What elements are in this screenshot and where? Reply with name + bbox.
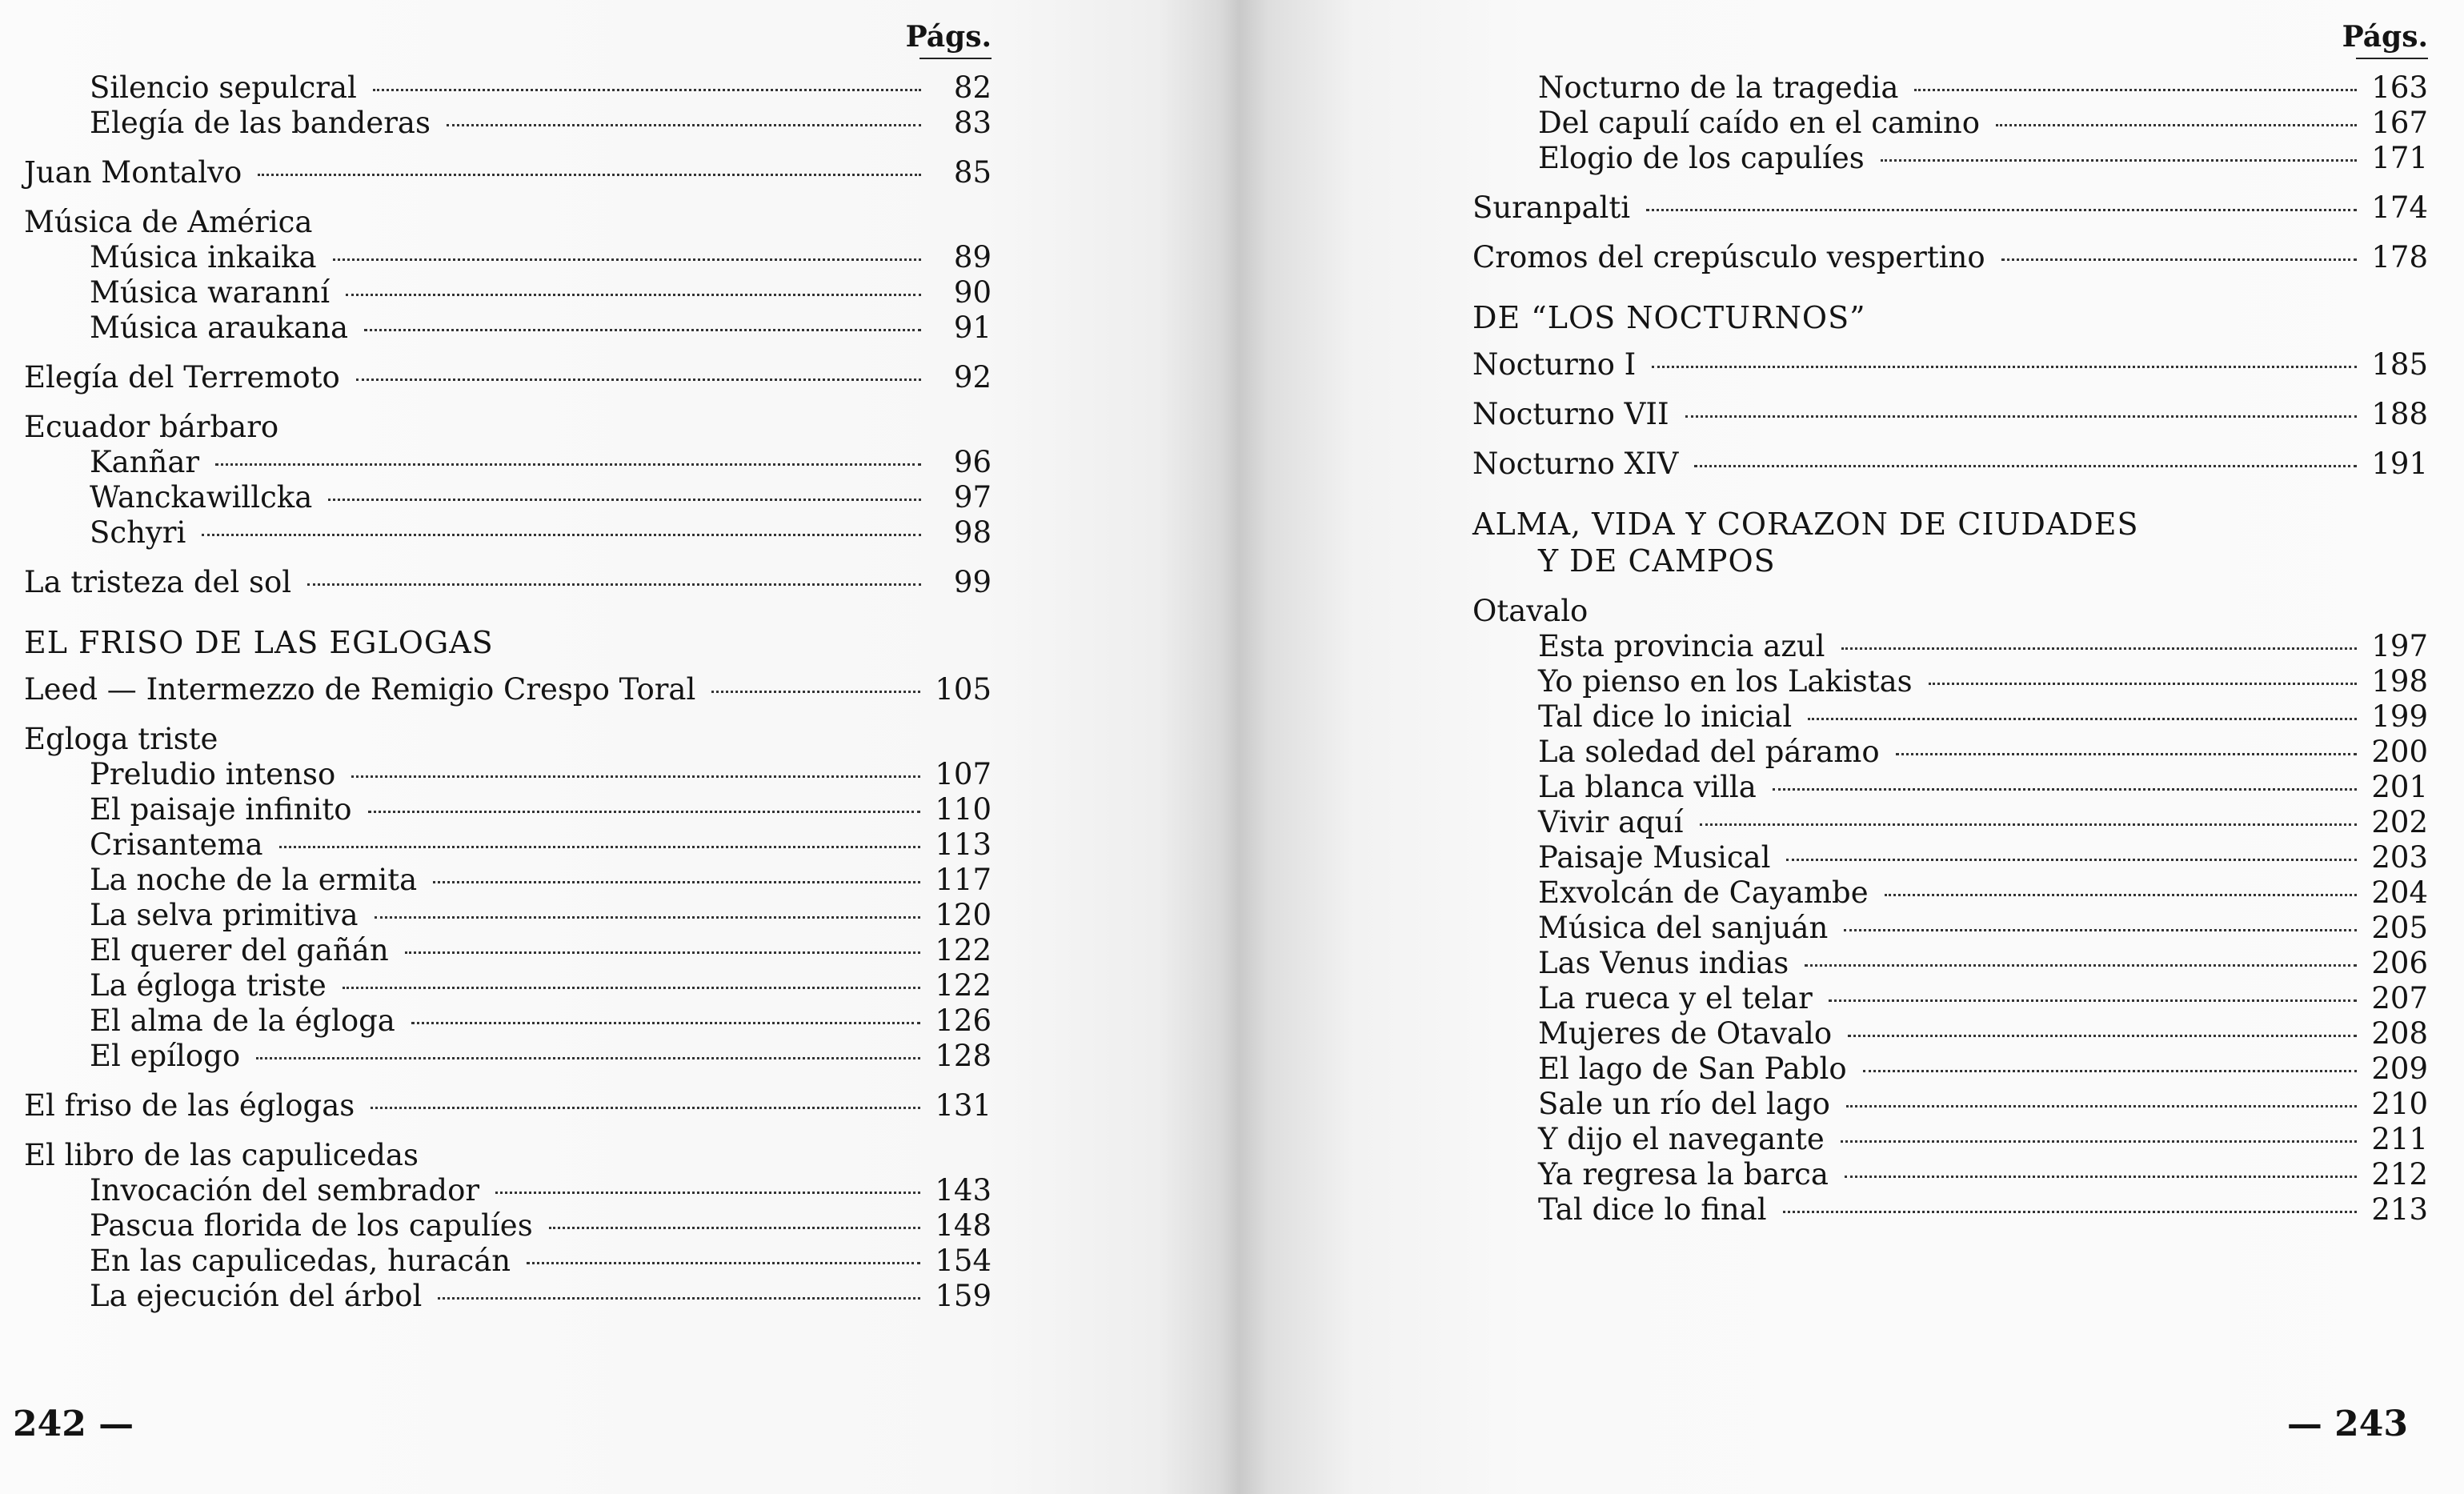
toc-entry <box>1472 629 2428 664</box>
toc-entry-page: 83 <box>953 106 992 140</box>
toc-entry-title: El alma de la égloga <box>90 1003 395 1038</box>
toc-entry-title: Schyri <box>90 515 186 550</box>
dot-leader <box>1896 753 2358 755</box>
dot-leader <box>1786 859 2357 861</box>
dot-leader <box>333 258 921 261</box>
toc-entry <box>1472 70 2428 106</box>
toc-entry-page: 110 <box>935 792 992 827</box>
toc-entry-title: Música del sanjuán <box>1538 911 1829 945</box>
toc-entry <box>24 515 992 551</box>
dot-leader <box>711 691 920 693</box>
toc-entry <box>24 565 992 600</box>
header-rule <box>919 58 992 59</box>
toc-entry-title: La tristeza del sol <box>24 565 292 599</box>
toc-entry <box>24 827 992 863</box>
page-number-footer: — 243 <box>2286 1404 2408 1444</box>
toc-entry <box>1472 397 2428 432</box>
toc-entry-title: Paisaje Musical <box>1538 840 1771 875</box>
toc-entry-title: La soledad del páramo <box>1538 735 1880 769</box>
toc-entry-page: 143 <box>935 1173 992 1208</box>
dot-leader <box>1996 124 2357 126</box>
dot-leader <box>375 916 921 919</box>
toc-entry-page: 212 <box>2371 1157 2428 1192</box>
toc-entry <box>1472 190 2428 226</box>
toc-entry-page: 200 <box>2371 735 2428 769</box>
toc-entry <box>1472 805 2428 840</box>
toc-section-heading <box>24 624 992 661</box>
toc-entry <box>1472 735 2428 770</box>
dot-leader <box>1929 683 2358 685</box>
toc-entry-title: Música inkaika <box>90 240 317 274</box>
toc-entry-title: La ejecución del árbol <box>90 1279 423 1313</box>
toc-entry-page: 205 <box>2371 911 2428 945</box>
toc-entry-title: El epílogo <box>90 1039 241 1073</box>
dot-leader <box>1841 1140 2358 1143</box>
header-rule <box>2356 58 2428 59</box>
toc-entry-page: 126 <box>935 1003 992 1038</box>
toc-entry-page: 185 <box>2371 347 2428 382</box>
dot-leader <box>1845 1176 2357 1178</box>
toc-entry <box>1472 1087 2428 1122</box>
toc-entry <box>1472 981 2428 1016</box>
toc-entry-page: 91 <box>953 310 992 345</box>
toc-entry <box>24 968 992 1003</box>
toc-entry-title: Suranpalti <box>1472 190 1631 225</box>
toc-entry <box>24 360 992 395</box>
toc-entry-page: 191 <box>2371 447 2428 481</box>
toc-entry-page: 167 <box>2371 106 2428 140</box>
toc-entry <box>1472 106 2428 141</box>
toc-entry-title: El lago de San Pablo <box>1538 1051 1847 1086</box>
dot-leader <box>438 1297 920 1300</box>
toc-entry <box>24 275 992 310</box>
dot-leader <box>1685 415 2358 418</box>
toc-entry <box>1472 875 2428 911</box>
dot-leader <box>1783 1211 2358 1213</box>
dot-leader <box>364 329 921 331</box>
section-heading-line: ALMA, VIDA Y CORAZON DE CIUDADES <box>1472 507 2139 542</box>
dot-leader <box>1652 366 2357 368</box>
dot-leader <box>343 987 921 989</box>
section-heading-line: Y DE CAMPOS <box>1538 543 1776 579</box>
dot-leader <box>256 1057 920 1059</box>
toc-entry <box>24 1208 992 1244</box>
toc-entry <box>24 480 992 515</box>
toc-group-heading: Música de América <box>24 205 313 239</box>
toc-entry <box>24 310 992 346</box>
toc-list <box>24 70 992 1314</box>
toc-entry-title: Yo pienso en los Lakistas <box>1538 664 1913 699</box>
toc-entry-page: 131 <box>935 1088 992 1123</box>
pages-column-header: Págs. <box>2342 20 2428 54</box>
toc-entry-title: Invocación del sembrador <box>90 1173 480 1208</box>
toc-entry-page: 211 <box>2371 1122 2428 1156</box>
toc-entry-page: 92 <box>953 360 992 395</box>
toc-entry-page: 89 <box>953 240 992 274</box>
dot-leader <box>1846 1105 2357 1107</box>
toc-entry-title: Crisantema <box>90 827 263 862</box>
toc-entry-title: La blanca villa <box>1538 770 1757 804</box>
toc-entry <box>24 155 992 190</box>
dot-leader <box>351 775 920 778</box>
pages-column-header: Págs. <box>905 20 992 54</box>
toc-entry <box>24 1244 992 1279</box>
toc-entry-page: 120 <box>935 898 992 932</box>
toc-entry <box>1472 141 2428 176</box>
toc-entry-page: 174 <box>2371 190 2428 225</box>
toc-entry <box>1472 240 2428 275</box>
toc-entry-title: El querer del gañán <box>90 933 389 967</box>
toc-section-heading <box>1472 299 2428 336</box>
toc-entry <box>1472 1122 2428 1157</box>
toc-entry-title: Elogio de los capulíes <box>1538 141 1865 175</box>
toc-entry-page: 206 <box>2371 946 2428 980</box>
toc-entry <box>1472 946 2428 981</box>
dot-leader <box>527 1262 920 1264</box>
dot-leader <box>549 1227 921 1229</box>
toc-entry-title: Wanckawillcka <box>90 480 313 515</box>
toc-entry-title: Tal dice lo final <box>1538 1192 1767 1227</box>
toc-group-heading: El libro de las capulicedas <box>24 1138 419 1172</box>
dot-leader <box>1863 1070 2358 1072</box>
toc-entry-page: 208 <box>2371 1016 2428 1051</box>
toc-entry-page: 199 <box>2371 699 2428 734</box>
toc-entry-title: Preludio intenso <box>90 757 336 791</box>
dot-leader <box>1885 894 2358 896</box>
toc-entry-title: En las capulicedas, huracán <box>90 1244 511 1278</box>
toc-entry <box>24 898 992 933</box>
section-heading-line: DE “LOS NOCTURNOS” <box>1472 300 1866 335</box>
toc-entry <box>24 1173 992 1208</box>
toc-entry-title: La rueca y el telar <box>1538 981 1813 1015</box>
toc-entry <box>1472 1192 2428 1228</box>
toc-entry-title: El paisaje infinito <box>90 792 352 827</box>
toc-entry-title: Esta provincia azul <box>1538 629 1825 663</box>
toc-entry <box>24 70 992 106</box>
toc-entry-page: 188 <box>2371 397 2428 431</box>
dot-leader <box>1829 999 2358 1002</box>
toc-entry <box>24 445 992 480</box>
dot-leader <box>433 881 920 883</box>
toc-entry-title: Vivir aquí <box>1538 805 1684 839</box>
dot-leader <box>215 463 921 466</box>
toc-entry <box>24 240 992 275</box>
toc-entry-title: Ya regresa la barca <box>1538 1157 1829 1192</box>
toc-group-heading: Otavalo <box>1472 594 1589 628</box>
toc-entry-title: Las Venus indias <box>1538 946 1789 980</box>
toc-entry <box>24 106 992 141</box>
toc-list <box>1472 70 2428 1228</box>
toc-entry-title: Música araukana <box>90 310 349 345</box>
right-page <box>1232 0 2464 1494</box>
dot-leader <box>1914 89 2357 91</box>
toc-entry <box>1472 447 2428 482</box>
toc-entry <box>1472 1016 2428 1051</box>
toc-entry <box>1472 1051 2428 1087</box>
dot-leader <box>1646 209 2357 211</box>
toc-entry <box>1472 840 2428 875</box>
toc-entry-page: 148 <box>935 1208 992 1243</box>
toc-entry-page: 207 <box>2371 981 2428 1015</box>
dot-leader <box>1848 1035 2357 1037</box>
toc-entry-title: La selva primitiva <box>90 898 359 932</box>
dot-leader <box>1844 929 2357 931</box>
toc-entry <box>24 933 992 968</box>
dot-leader <box>1808 718 2357 720</box>
toc-entry-title: Música waranní <box>90 275 331 310</box>
toc-entry-title: Nocturno de la tragedia <box>1538 70 1899 105</box>
toc-entry <box>1472 911 2428 946</box>
section-heading-line: EL FRISO DE LAS EGLOGAS <box>24 625 494 660</box>
toc-entry-title: Y dijo el navegante <box>1538 1122 1825 1156</box>
toc-entry-title: Pascua florida de los capulíes <box>90 1208 533 1243</box>
toc-entry-page: 99 <box>953 565 992 599</box>
toc-entry <box>24 1279 992 1314</box>
page-number-footer: 242 — <box>13 1404 134 1444</box>
dot-leader <box>1773 788 2358 791</box>
dot-leader <box>447 124 921 126</box>
dot-leader <box>411 1022 921 1024</box>
toc-section-heading <box>1472 506 2428 579</box>
toc-entry-title: El friso de las églogas <box>24 1088 355 1123</box>
toc-entry <box>24 757 992 792</box>
toc-entry-page: 107 <box>935 757 992 791</box>
toc-entry-title: La égloga triste <box>90 968 327 1003</box>
toc-entry <box>24 792 992 827</box>
dot-leader <box>346 294 921 296</box>
toc-entry-title: Juan Montalvo <box>24 155 242 190</box>
toc-entry-page: 154 <box>935 1244 992 1278</box>
dot-leader <box>307 583 921 586</box>
toc-entry-title: Nocturno VII <box>1472 397 1669 431</box>
toc-entry <box>24 1003 992 1039</box>
dot-leader <box>405 951 921 954</box>
toc-entry-page: 105 <box>935 672 992 707</box>
toc-entry-page: 96 <box>953 445 992 479</box>
toc-group-heading: Ecuador bárbaro <box>24 410 279 444</box>
toc-entry <box>24 863 992 898</box>
dot-leader <box>279 846 921 848</box>
toc-entry-title: Del capulí caído en el camino <box>1538 106 1981 140</box>
toc-entry <box>24 1088 992 1124</box>
toc-entry-title: Kanñar <box>90 445 200 479</box>
toc-entry <box>24 1039 992 1074</box>
dot-leader <box>258 174 921 176</box>
toc-entry-title: Exvolcán de Cayambe <box>1538 875 1869 910</box>
toc-entry-page: 201 <box>2371 770 2428 804</box>
toc-entry-title: Leed — Intermezzo de Remigio Crespo Toral <box>24 672 696 707</box>
toc-entry <box>1472 1157 2428 1192</box>
toc-entry-page: 113 <box>935 827 992 862</box>
toc-entry-page: 117 <box>935 863 992 897</box>
toc-entry <box>24 672 992 707</box>
toc-entry <box>1472 699 2428 735</box>
dot-leader <box>1805 964 2357 967</box>
dot-leader <box>1700 823 2358 826</box>
toc-entry-title: Sale un río del lago <box>1538 1087 1830 1121</box>
dot-leader <box>2001 258 2358 261</box>
toc-entry-page: 209 <box>2371 1051 2428 1086</box>
toc-entry-page: 204 <box>2371 875 2428 910</box>
toc-entry-title: Nocturno I <box>1472 347 1637 382</box>
toc-entry-page: 82 <box>953 70 992 105</box>
toc-entry-page: 128 <box>935 1039 992 1073</box>
dot-leader <box>1694 465 2357 467</box>
toc-entry-page: 213 <box>2371 1192 2428 1227</box>
dot-leader <box>202 534 921 536</box>
dot-leader <box>373 89 921 91</box>
toc-entry-title: La noche de la ermita <box>90 863 418 897</box>
toc-entry-page: 122 <box>935 968 992 1003</box>
toc-entry-page: 85 <box>953 155 992 190</box>
toc-entry-page: 122 <box>935 933 992 967</box>
toc-entry-page: 210 <box>2371 1087 2428 1121</box>
toc-entry-page: 171 <box>2371 141 2428 175</box>
toc-entry <box>1472 347 2428 383</box>
toc-entry-title: Mujeres de Otavalo <box>1538 1016 1833 1051</box>
toc-entry-page: 178 <box>2371 240 2428 274</box>
dot-leader <box>1881 159 2358 162</box>
toc-entry-page: 202 <box>2371 805 2428 839</box>
toc-entry-title: Tal dice lo inicial <box>1538 699 1793 734</box>
toc-entry-title: Nocturno XIV <box>1472 447 1679 481</box>
dot-leader <box>495 1192 920 1194</box>
toc-entry-page: 97 <box>953 480 992 515</box>
toc-entry <box>1472 664 2428 699</box>
toc-entry-title: Elegía del Terremoto <box>24 360 340 395</box>
dot-leader <box>1841 647 2358 650</box>
toc-entry-page: 98 <box>953 515 992 550</box>
toc-entry-page: 90 <box>953 275 992 310</box>
dot-leader <box>368 811 921 813</box>
toc-entry <box>1472 770 2428 805</box>
dot-leader <box>371 1107 920 1109</box>
toc-entry-page: 203 <box>2371 840 2428 875</box>
toc-entry-page: 163 <box>2371 70 2428 105</box>
dot-leader <box>356 379 921 381</box>
toc-entry-title: Elegía de las banderas <box>90 106 431 140</box>
toc-group-heading: Egloga triste <box>24 722 218 756</box>
toc-entry-page: 159 <box>935 1279 992 1313</box>
toc-entry-title: Cromos del crepúsculo vespertino <box>1472 240 1985 274</box>
toc-entry-page: 198 <box>2371 664 2428 699</box>
toc-entry-title: Silencio sepulcral <box>90 70 357 105</box>
dot-leader <box>328 499 921 501</box>
toc-entry-page: 197 <box>2371 629 2428 663</box>
